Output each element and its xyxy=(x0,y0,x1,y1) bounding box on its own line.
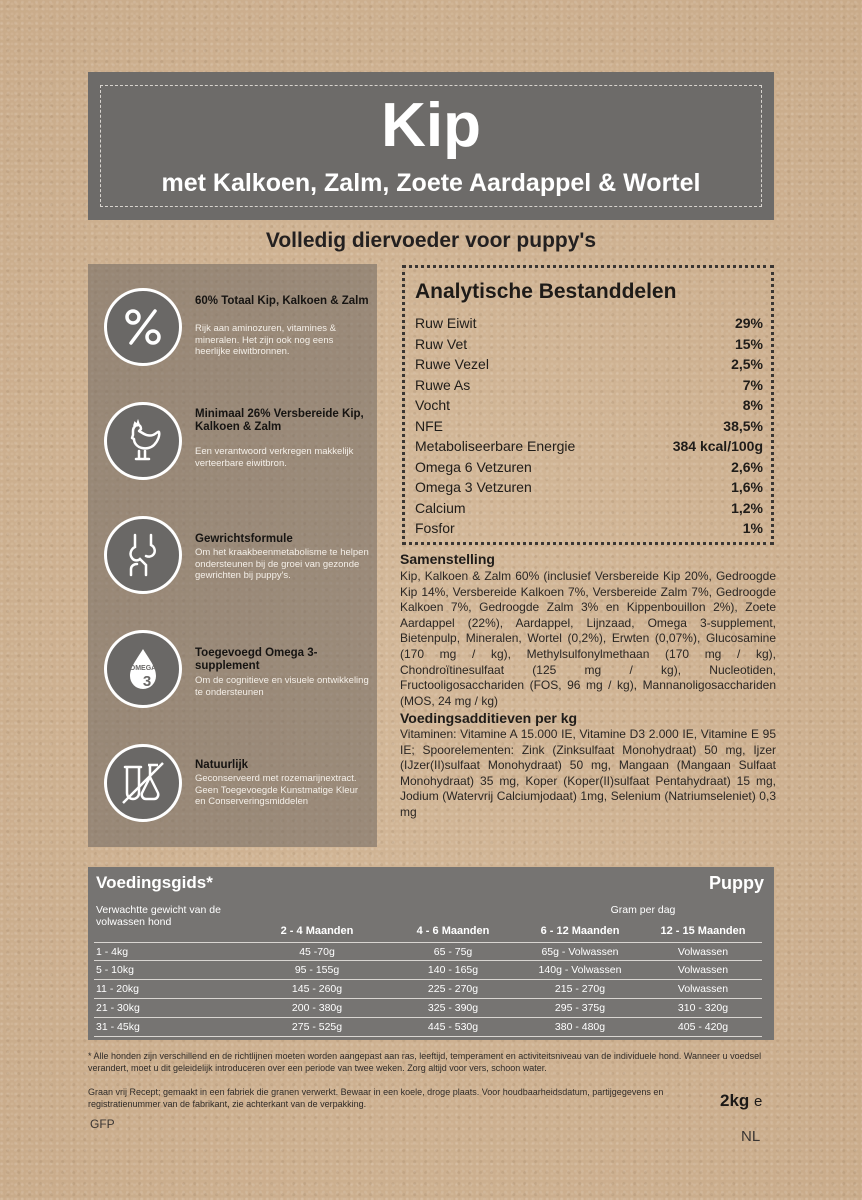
column-header: 2 - 4 Maanden xyxy=(280,925,354,937)
gfp-label: GFP xyxy=(90,1117,115,1131)
joint-icon xyxy=(104,516,182,594)
table-cell: 445 - 530g xyxy=(427,1021,479,1033)
chicken-icon xyxy=(104,402,182,480)
additives-heading: Voedingsadditieven per kg xyxy=(400,710,578,726)
table-cell: 145 - 260g xyxy=(291,983,343,995)
analysis-row xyxy=(415,416,763,436)
feature-title: Toegevoegd Omega 3-supplement xyxy=(195,647,318,672)
table-row xyxy=(94,942,762,961)
table-cell: Volwassen xyxy=(677,964,729,976)
feeding-footnote: * Alle honden zijn verschillend en de richtlijnen moeten worden aangepast aan ras, leeftijd, temperament en activiteitsniveau van de individuele hond. Wanneer u voedsel verandert, moet u dit geleidelijk introduceren over een periode van twee weken. Zorg altijd voor vers, schoon water. xyxy=(88,1051,762,1073)
analysis-label: Ruw Vet xyxy=(415,336,468,352)
table-cell: 295 - 375g xyxy=(554,1002,606,1014)
analysis-row xyxy=(415,334,763,354)
percent-icon xyxy=(104,288,182,366)
analysis-row xyxy=(415,477,763,497)
composition-text: Kip, Kalkoen & Zalm 60% (inclusief Versbereide Kip 20%, Gedroogde Kip 14%, Versbereide Kalkoen 7%, Versbereide Zalm 7%, Gedroogde Kalkoen 7%, Gedroogde Zalm 3% en Kippenbouillon 2%), Zoete Aardappel (22%), Aardappel, Lijnzaad, Omega 3-supplement, Bietenpulp, Mineralen, Wortel (0,2%), Erwten (0,07%), Glucosamine (170 mg / kg), Methylsulfonylmethaan (170 mg / kg), Chondroïtinesulfaat (125 mg / kg), Nucleotiden, Fructooligosacchariden (FOS, 96 mg / kg), Mannanoligosacchariden (MOS, 24 mg / kg) xyxy=(400,569,776,708)
feature-item-chicken xyxy=(88,400,377,510)
language-code: NL xyxy=(741,1128,761,1145)
table-cell: 140g - Volwassen xyxy=(538,964,622,976)
table-cell: Volwassen xyxy=(677,946,729,958)
analysis-row xyxy=(415,457,763,477)
feature-description: Rijk aan aminozuren, vitamines & mineralen. Het zijn ook nog eens heerlijke eiwitbronnen. xyxy=(195,323,336,357)
flask-icon xyxy=(104,744,182,822)
feature-title: Gewrichtsformule xyxy=(195,533,293,545)
analysis-value: 1,6% xyxy=(731,479,763,495)
table-row xyxy=(94,1018,762,1037)
table-cell: 95 - 155g xyxy=(294,964,340,976)
feature-description: Om de cognitieve en visuele ontwikkeling te ondersteunen xyxy=(195,675,369,698)
product-tagline: Volledig diervoeder voor puppy's xyxy=(265,229,597,252)
feature-item-omega xyxy=(88,630,377,740)
analysis-label: Metaboliseerbare Energie xyxy=(415,438,576,454)
omega-number: 3 xyxy=(142,673,152,690)
net-weight-value: 2kg xyxy=(720,1091,750,1110)
table-cell: 215 - 270g xyxy=(554,983,606,995)
table-cell: 11 - 20kg xyxy=(96,983,139,995)
feeding-guide-table xyxy=(88,867,774,1040)
feature-title: 60% Totaal Kip, Kalkoen & Zalm xyxy=(195,295,369,307)
analysis-value: 384 kcal/100g xyxy=(672,438,763,454)
analysis-row xyxy=(415,498,763,518)
table-cell: 45 -70g xyxy=(299,946,335,958)
table-cell: 310 - 320g xyxy=(677,1002,729,1014)
analysis-row xyxy=(415,313,763,333)
table-cell: 325 - 390g xyxy=(427,1002,479,1014)
feature-description: Een verantwoord verkregen makkelijk verteerbare eiwitbron. xyxy=(195,446,354,469)
analysis-value: 1,2% xyxy=(731,500,763,516)
feature-title: Natuurlijk xyxy=(195,759,249,771)
analysis-value: 1% xyxy=(742,520,763,536)
product-title: Kip xyxy=(381,91,481,160)
product-subtitle: met Kalkoen, Zalm, Zoete Aardappel & Wortel xyxy=(161,169,701,197)
net-weight xyxy=(720,1091,762,1111)
table-row xyxy=(94,961,762,980)
title-banner xyxy=(88,72,774,220)
column-header: 6 - 12 Maanden xyxy=(540,925,620,937)
feature-item-natural xyxy=(88,744,377,854)
storage-note: Graan vrij Recept; gemaakt in een fabriek die granen verwerkt. Bewaar in een koele, droge plaats. Voor houdbaarheidsdatum, partijgegevens en registratienummer van de fabrikant, zie achterkant van de verpakking. xyxy=(88,1087,664,1109)
feature-item-percent xyxy=(88,286,377,396)
table-cell: Volwassen xyxy=(677,983,729,995)
analysis-label: Omega 3 Vetzuren xyxy=(415,479,532,495)
analysis-value: 38,5% xyxy=(723,418,763,434)
analysis-row xyxy=(415,436,763,456)
analysis-row xyxy=(415,375,763,395)
composition-heading: Samenstelling xyxy=(400,551,495,567)
analysis-label: Ruwe Vezel xyxy=(415,356,489,372)
analysis-label: Vocht xyxy=(415,397,451,413)
gram-per-day-label: Gram per dag xyxy=(610,904,676,916)
table-cell: 405 - 420g xyxy=(677,1021,729,1033)
analysis-label: Fosfor xyxy=(415,520,455,536)
analysis-label: Calcium xyxy=(415,500,466,516)
table-cell: 65 - 75g xyxy=(433,946,473,958)
analysis-label: Ruw Eiwit xyxy=(415,315,477,331)
feature-panel xyxy=(88,264,377,847)
feature-description: Om het kraakbeenmetabolisme te helpen ondersteunen bij de groei van gezonde gewrichten bij puppy's. xyxy=(195,547,369,581)
column-header: 4 - 6 Maanden xyxy=(416,925,490,937)
analysis-value: 2,6% xyxy=(731,459,763,475)
table-cell: 65g - Volwassen xyxy=(541,946,619,958)
analysis-value: 29% xyxy=(734,315,763,331)
table-cell: 1 - 4kg xyxy=(96,946,129,958)
feature-description: Geconserveerd met rozemarijnextract. Geen Toegevoegde Kunstmatige Kleur en Conserveringsmiddelen xyxy=(195,773,359,807)
feeding-guide-title: Voedingsgids* xyxy=(96,873,213,892)
table-cell: 225 - 270g xyxy=(427,983,479,995)
table-cell: 275 - 525g xyxy=(291,1021,343,1033)
analytical-constituents-box xyxy=(402,265,774,545)
analysis-value: 8% xyxy=(742,397,763,413)
table-row xyxy=(94,999,762,1018)
table-row xyxy=(94,980,762,999)
table-cell: 380 - 480g xyxy=(554,1021,606,1033)
analysis-row xyxy=(415,354,763,374)
feature-item-joint xyxy=(88,514,377,624)
analysis-value: 15% xyxy=(734,336,763,352)
table-cell: 140 - 165g xyxy=(427,964,479,976)
analysis-value: 7% xyxy=(742,377,763,393)
additives-text: Vitaminen: Vitamine A 15.000 IE, Vitamine D3 2.000 IE, Vitamine E 95 IE; Spoorelementen: Zink (Zinksulfaat Monohydraat) 50 mg, Ijzer (IJzer(II)sulfaat Monohydraat) 50 mg, Mangaan (Mangaan Sulfaat Monohydraat) 35 mg, Koper (Koper(II)sulfaat Pentahydraat) 15 mg, Jodium (Watervrij Calciumjodaat) 1mg, Selenium (Natriumseleniet) 0,3 mg xyxy=(400,727,776,819)
analysis-label: NFE xyxy=(415,418,443,434)
analysis-label: Ruwe As xyxy=(415,377,471,393)
table-cell: 5 - 10kg xyxy=(96,964,134,976)
estimated-sign: e xyxy=(754,1093,763,1110)
table-cell: 21 - 30kg xyxy=(96,1002,140,1014)
weight-column-label: Verwachtte gewicht van de volwassen hond xyxy=(96,904,221,928)
feature-title: Minimaal 26% Versbereide Kip, Kalkoen & Zalm xyxy=(195,408,364,433)
analysis-title: Analytische Bestanddelen xyxy=(415,280,677,303)
analysis-row xyxy=(415,395,763,415)
table-cell: 200 - 380g xyxy=(291,1002,343,1014)
column-header: 12 - 15 Maanden xyxy=(660,925,746,937)
analysis-value: 2,5% xyxy=(731,356,763,372)
analysis-label: Omega 6 Vetzuren xyxy=(415,459,532,475)
feeding-guide-variant: Puppy xyxy=(708,873,764,893)
omega-label: OMEGA xyxy=(129,665,157,672)
omega-icon xyxy=(104,630,182,708)
banner-dashed-frame xyxy=(100,85,762,207)
analysis-row xyxy=(415,518,763,538)
table-cell: 31 - 45kg xyxy=(96,1021,140,1033)
